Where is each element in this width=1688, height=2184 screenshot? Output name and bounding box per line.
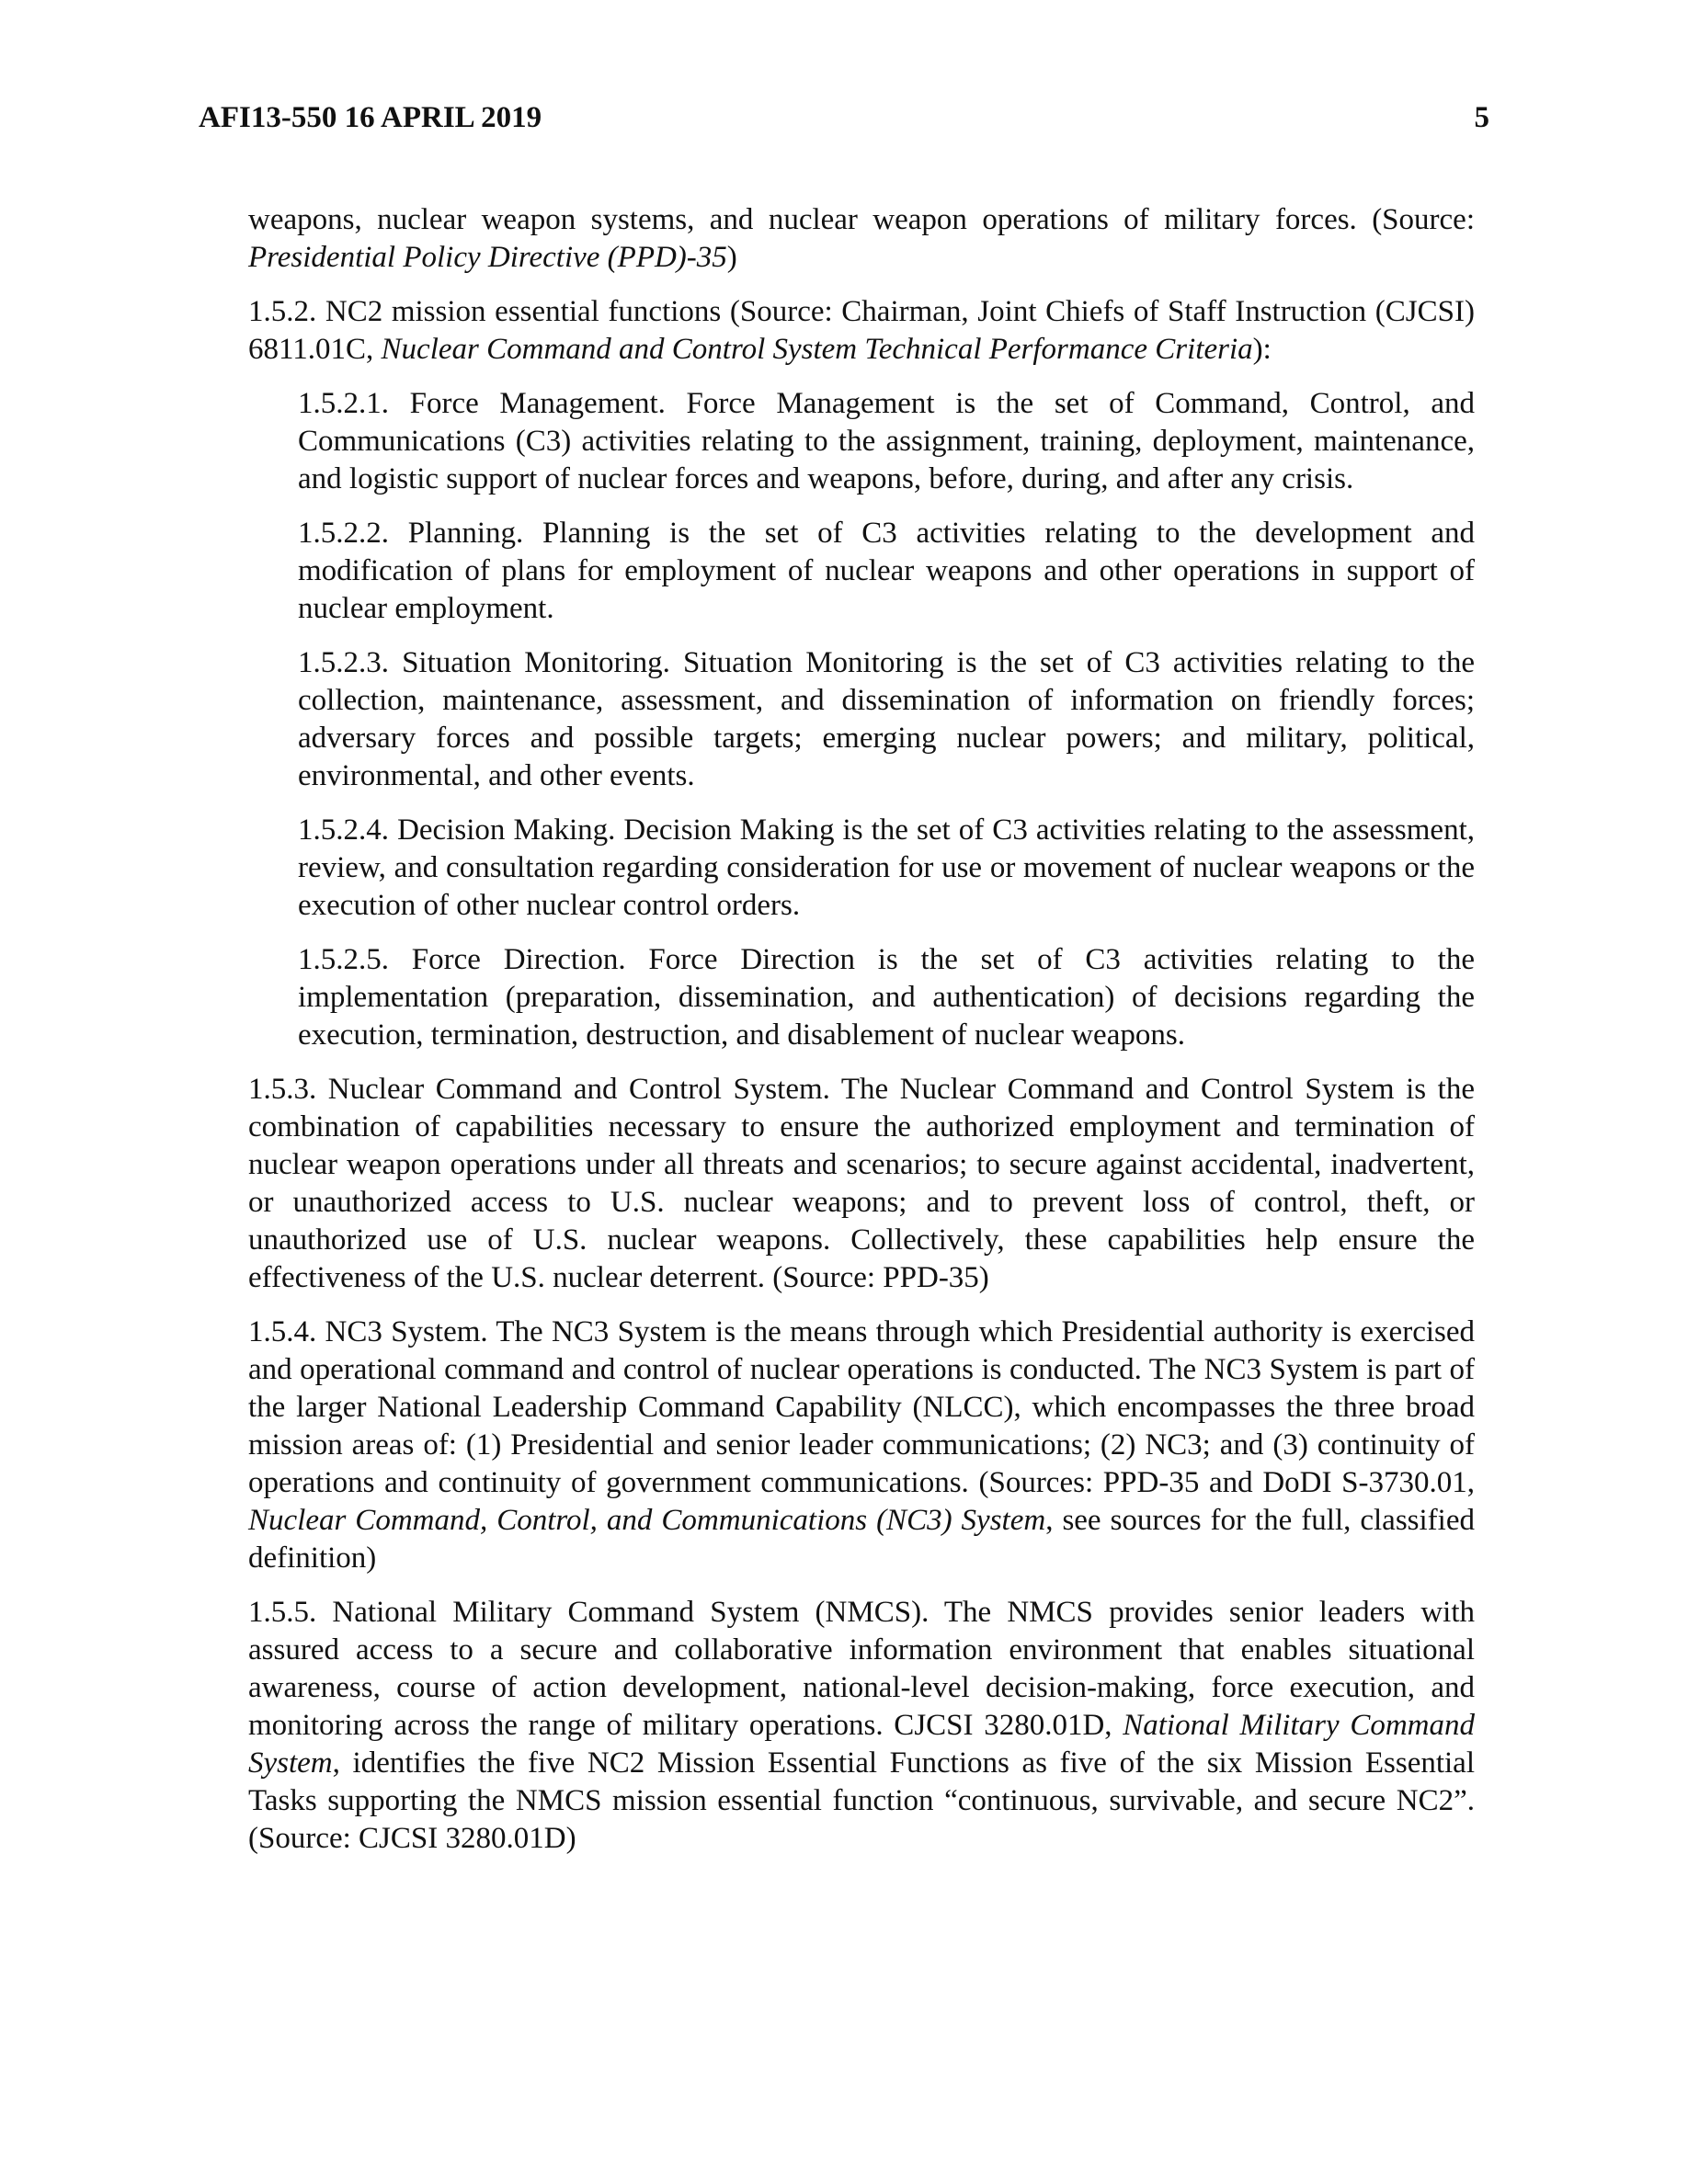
paragraph-1-5-4 [248, 1314, 1475, 1577]
citation-title: National Military Command System [248, 1709, 1475, 1780]
text-segment: 1.5.2.4. Decision Making. Decision Making is the set of C3 activities relating to the assessment, review, and consultation regarding consideration for use or movement of nuclear weapons or the execution of other nuclear control orders. [298, 813, 1475, 922]
text-segment: ): [1252, 333, 1272, 366]
paragraph-continuation [248, 201, 1475, 277]
citation-title: Presidential Policy Directive (PPD)-35 [248, 241, 727, 274]
paragraph-1-5-2-1 [298, 385, 1475, 498]
page-header [199, 99, 1489, 136]
text-segment: 1.5.4. NC3 System. The NC3 System is the means through which Presidential authority is exercised and operational command and control of nuclear operations is conducted. The NC3 System is part of the larger National Leadership Command Capability (NLCC), which encompasses the three broad mission areas of: (1) Presidential and senior leader communications; (2) NC3; and (3) continuity of operations and continuity of government communications. (Sources: PPD-35 and DoDI S-3730.01, [248, 1315, 1475, 1499]
paragraph-1-5-5 [248, 1594, 1475, 1858]
document-id: AFI13-550 16 APRIL 2019 [199, 101, 542, 134]
text-segment: weapons, nuclear weapon systems, and nuclear weapon operations of military forces. (Source: [248, 203, 1475, 236]
page-number: 5 [1474, 101, 1489, 134]
paragraph-1-5-2 [248, 293, 1475, 369]
citation-title: Nuclear Command and Control System Technical Performance Criteria [381, 333, 1253, 366]
text-segment: 1.5.3. Nuclear Command and Control System. The Nuclear Command and Control System is the combination of capabilities necessary to ensure the authorized employment and termination of nuclear weapon operations under all threats and scenarios; to secure against accidental, inadvertent, or unauthorized access to U.S. nuclear weapons; and to prevent loss of control, theft, or unauthorized use of U.S. nuclear weapons. Collectively, these capabilities help ensure the effectiveness of the U.S. nuclear deterrent. (Source: PPD-35) [248, 1073, 1475, 1294]
text-segment: 1.5.2.1. Force Management. Force Management is the set of Command, Control, and Communications (C3) activities relating to the assignment, training, deployment, maintenance, and logistic support of nuclear forces and weapons, before, during, and after any crisis. [298, 387, 1475, 495]
text-segment: 1.5.2.2. Planning. Planning is the set of C3 activities relating to the development and modification of plans for employment of nuclear weapons and other operations in support of nuclear employment. [298, 517, 1475, 625]
paragraph-1-5-2-5 [298, 941, 1475, 1054]
text-segment: , see sources for the full, classified definition) [248, 1504, 1475, 1575]
document-body [248, 201, 1475, 1874]
citation-title: Nuclear Command, Control, and Communications (NC3) System [248, 1504, 1046, 1537]
text-segment: 1.5.2. NC2 mission essential functions (Source: Chairman, Joint Chiefs of Staff Instruction (CJCSI) 6811.01C, [248, 295, 1475, 366]
paragraph-1-5-2-3 [298, 644, 1475, 795]
paragraph-1-5-2-4 [298, 812, 1475, 925]
text-segment: ) [726, 241, 737, 274]
paragraph-1-5-3 [248, 1071, 1475, 1297]
text-segment: 1.5.2.3. Situation Monitoring. Situation Monitoring is the set of C3 activities relating to the collection, maintenance, assessment, and dissemination of information on friendly forces; adversary forces and possible targets; emerging nuclear powers; and military, political, environmental, and other events. [298, 646, 1475, 792]
text-segment: 1.5.2.5. Force Direction. Force Direction is the set of C3 activities relating to the implementation (preparation, dissemination, and authentication) of decisions regarding the execution, termination, destruction, and disablement of nuclear weapons. [298, 943, 1475, 1052]
text-segment: 1.5.5. National Military Command System (NMCS). The NMCS provides senior leaders with assured access to a secure and collaborative information environment that enables situational awareness, course of action development, national-level decision-making, force execution, and monitoring across the range of military operations. CJCSI 3280.01D, [248, 1596, 1475, 1742]
paragraph-1-5-2-2 [298, 515, 1475, 628]
text-segment: , identifies the five NC2 Mission Essential Functions as five of the six Mission Essential Tasks supporting the NMCS mission essential function “continuous, survivable, and secure NC2”. (Source: CJCSI 3280.01D) [248, 1746, 1475, 1855]
